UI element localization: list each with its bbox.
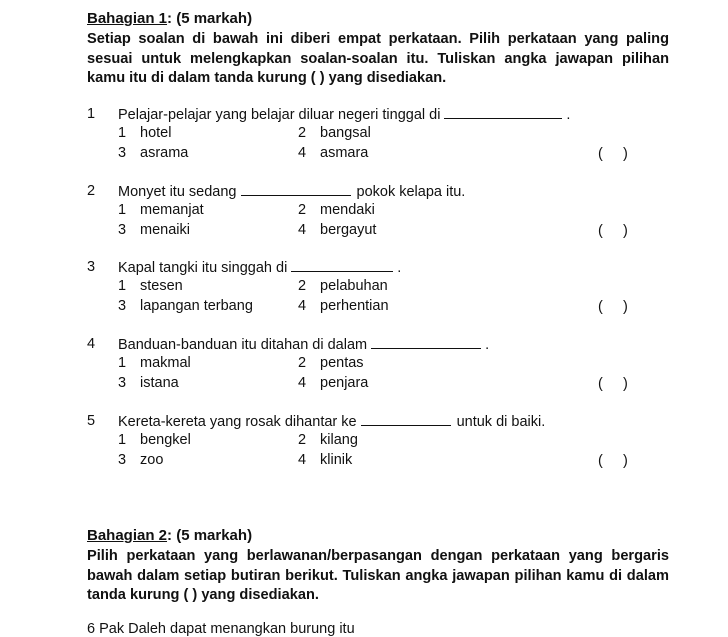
option xyxy=(118,278,183,294)
stem-before: Kereta-kereta yang rosak dihantar ke xyxy=(118,414,357,430)
stem-after: pokok kelapa itu. xyxy=(356,184,466,200)
answer-blank xyxy=(444,106,562,119)
option-text: bergayut xyxy=(320,222,377,238)
question-stem xyxy=(118,106,570,123)
option-text: klinik xyxy=(320,452,353,468)
option-text: pelabuhan xyxy=(320,278,388,294)
stem-before: Pelajar-pelajar yang belajar diluar negeri tinggal di xyxy=(118,107,441,123)
section2-label: Bahagian 2 xyxy=(87,527,168,544)
answer-box: ( ) xyxy=(598,453,628,469)
question-stem xyxy=(118,183,465,200)
section2-marks: : (5 markah) xyxy=(167,527,253,544)
option-text: bangsal xyxy=(320,125,371,141)
option xyxy=(298,125,371,141)
option xyxy=(118,125,171,141)
option xyxy=(298,432,358,448)
section1-label: Bahagian 1 xyxy=(87,10,168,27)
answer-blank xyxy=(371,336,481,349)
option-number: 3 xyxy=(118,375,127,391)
option xyxy=(298,298,389,314)
option-text: istana xyxy=(140,375,179,391)
option xyxy=(298,355,364,371)
option-text: lapangan terbang xyxy=(140,298,253,314)
option-number: 2 xyxy=(298,355,307,371)
question-number: 1 xyxy=(87,106,96,122)
option-number: 3 xyxy=(118,222,127,238)
section1-instruction: Setiap soalan di bawah ini diberi empat perkataan. Pilih perkataan yang paling sesuai untuk melengkapkan soalan-soalan itu. Tuliskan angka jawapan pilihan kamu itu di dalam tanda kurung ( ) yang disediakan. xyxy=(87,31,669,86)
option-number: 4 xyxy=(298,298,307,314)
option-number: 4 xyxy=(298,222,307,238)
option xyxy=(118,452,163,468)
option xyxy=(298,375,368,391)
option xyxy=(118,222,190,238)
option-text: perhentian xyxy=(320,298,389,314)
section2-heading xyxy=(87,527,252,544)
option-text: zoo xyxy=(140,452,164,468)
question-number: 5 xyxy=(87,413,96,429)
answer-box: ( ) xyxy=(598,376,628,392)
option-text: penjara xyxy=(320,375,369,391)
stem-after: . xyxy=(397,260,402,276)
option xyxy=(298,278,388,294)
question-number: 4 xyxy=(87,336,96,352)
option xyxy=(118,375,179,391)
answer-box: ( ) xyxy=(598,146,628,162)
answer-blank xyxy=(291,259,393,272)
section2-instruction: Pilih perkataan yang berlawanan/berpasangan dengan perkataan yang bergaris bawah dalam setiap butiran berikut. Tuliskan angka jawapan pilihan kamu di dalam tanda kurung ( ) yang disediakan. xyxy=(87,548,669,603)
option-number: 4 xyxy=(298,452,307,468)
option-number: 4 xyxy=(298,145,307,161)
question-stem xyxy=(118,259,401,276)
option xyxy=(118,432,191,448)
option-text: makmal xyxy=(140,355,191,371)
option xyxy=(118,355,191,371)
option-number: 1 xyxy=(118,125,127,141)
option-number: 4 xyxy=(298,375,307,391)
option xyxy=(298,145,368,161)
option-text: bengkel xyxy=(140,432,191,448)
stem-after: . xyxy=(566,107,571,123)
option-text: stesen xyxy=(140,278,183,294)
option xyxy=(118,202,204,218)
option-number: 1 xyxy=(118,202,127,218)
next-question-partial: 6 Pak Daleh dapat menangkan burung itu xyxy=(87,621,355,637)
option-number: 3 xyxy=(118,452,127,468)
stem-before: Kapal tangki itu singgah di xyxy=(118,260,288,276)
option-number: 2 xyxy=(298,278,307,294)
option-text: hotel xyxy=(140,125,172,141)
stem-before: Banduan-banduan itu ditahan di dalam xyxy=(118,337,368,353)
stem-after: . xyxy=(485,337,490,353)
option xyxy=(298,452,352,468)
option-number: 2 xyxy=(298,202,307,218)
option-number: 2 xyxy=(298,125,307,141)
option-number: 2 xyxy=(298,432,307,448)
question-number: 3 xyxy=(87,259,96,275)
option-number: 3 xyxy=(118,298,127,314)
answer-blank xyxy=(241,183,351,196)
question-number: 2 xyxy=(87,183,96,199)
option xyxy=(298,202,375,218)
answer-box: ( ) xyxy=(598,299,628,315)
option-number: 3 xyxy=(118,145,127,161)
option-text: menaiki xyxy=(140,222,190,238)
option-number: 1 xyxy=(118,355,127,371)
section1-marks: : (5 markah) xyxy=(167,10,253,27)
question-stem xyxy=(118,413,545,430)
option xyxy=(118,145,188,161)
option-text: mendaki xyxy=(320,202,375,218)
option-number: 1 xyxy=(118,432,127,448)
option-number: 1 xyxy=(118,278,127,294)
answer-blank xyxy=(361,413,451,426)
stem-before: Monyet itu sedang xyxy=(118,184,237,200)
option-text: memanjat xyxy=(140,202,204,218)
section1-heading xyxy=(87,10,252,27)
option-text: kilang xyxy=(320,432,358,448)
option xyxy=(118,298,253,314)
option-text: asmara xyxy=(320,145,369,161)
question-stem xyxy=(118,336,489,353)
option-text: pentas xyxy=(320,355,364,371)
option-text: asrama xyxy=(140,145,189,161)
stem-after: untuk di baiki. xyxy=(456,414,546,430)
answer-box: ( ) xyxy=(598,223,628,239)
option xyxy=(298,222,376,238)
